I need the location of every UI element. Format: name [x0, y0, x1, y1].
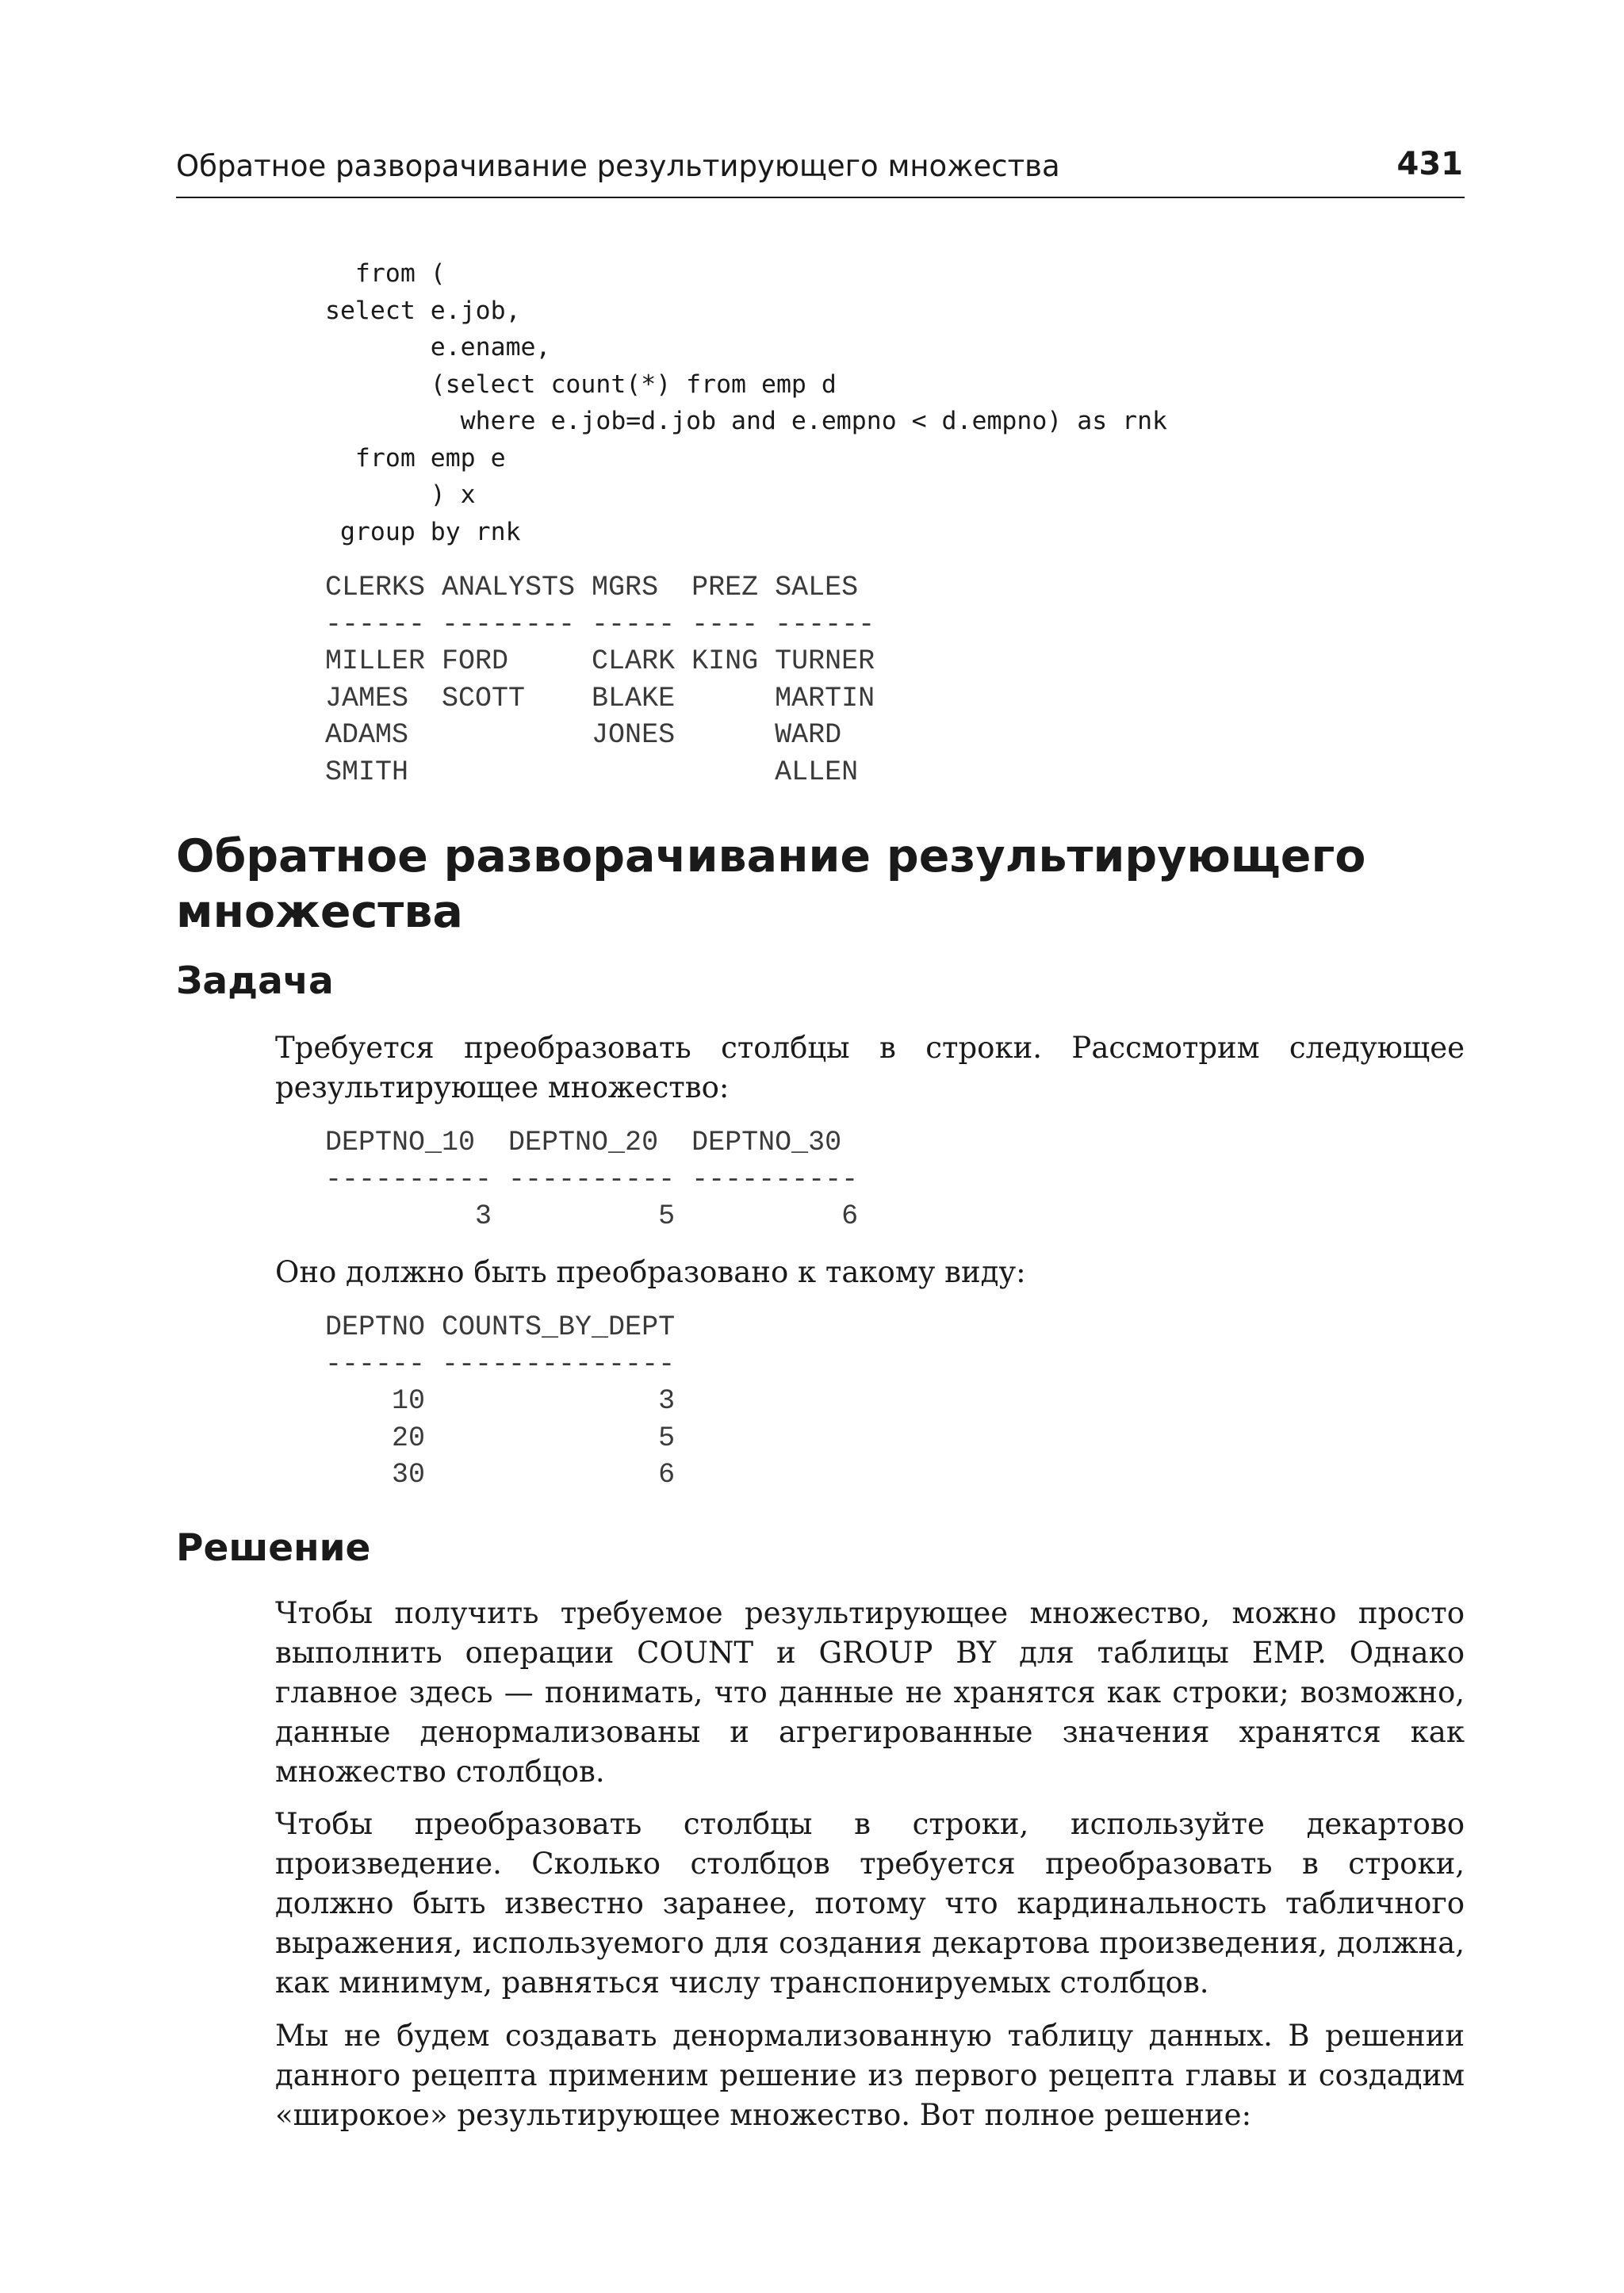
section-title: Обратное разворачивание результирующего множества	[176, 830, 1366, 938]
wide-result-table: DEPTNO_10 DEPTNO_20 DEPTNO_30 ---------- ---------- ---------- 3 5 6	[325, 1127, 859, 1232]
running-title: Обратное разворачивание результирующего множества	[176, 149, 1060, 183]
long-result-table: DEPTNO COUNTS_BY_DEPT ------ -------------- 10 3 20 5 30 6	[325, 1311, 676, 1491]
running-head	[176, 146, 1465, 198]
solution-paragraph-3: Мы не будем создавать денормализованную таблицу данных. В решении данного рецепта применим решение из первого рецепта главы и создадим «широкое» результирующее множество. Вот полное решение:	[275, 2019, 1465, 2132]
solution-heading: Решение	[176, 1526, 371, 1570]
solution-paragraph-1: Чтобы получить требуемое результирующее множество, можно просто выполнить операции COUNT и GROUP BY для таблицы EMP. Однако главное здесь — понимать, что данные не хранятся как строки; возможно, данные денормализованы и агрегированные значения хранятся как множество столбцов.	[275, 1596, 1465, 1789]
query-result-table: CLERKS ANALYSTS MGRS PREZ SALES ------ -------- ----- ---- ------ MILLER FORD CLARK KING TURNER JAMES SCOTT BLAKE MARTIN ADAMS JONES WARD SMITH ALLEN	[325, 572, 875, 788]
problem-heading: Задача	[176, 959, 334, 1003]
problem-paragraph: Требуется преобразовать столбцы в строки. Рассмотрим следующее результирующее множество:	[275, 1031, 1465, 1104]
problem-paragraph-2: Оно должно быть преобразовано к такому виду:	[275, 1255, 1026, 1289]
sql-query-code: from ( select e.job, e.ename, (select count(*) from emp d where e.job=d.job and e.empno < d.empno) as rnk from emp e ) x group by rnk	[325, 259, 1168, 546]
page-number: 431	[1396, 146, 1463, 182]
solution-paragraph-2: Чтобы преобразовать столбцы в строки, используйте декартово произведение. Сколько столбцов требуется преобразовать в строки, должно быть известно заранее, потому что кардинальность табличного выражения, используемого для создания декартова произведения, должна, как минимум, равняться числу транспонируемых столбцов.	[275, 1807, 1465, 2000]
